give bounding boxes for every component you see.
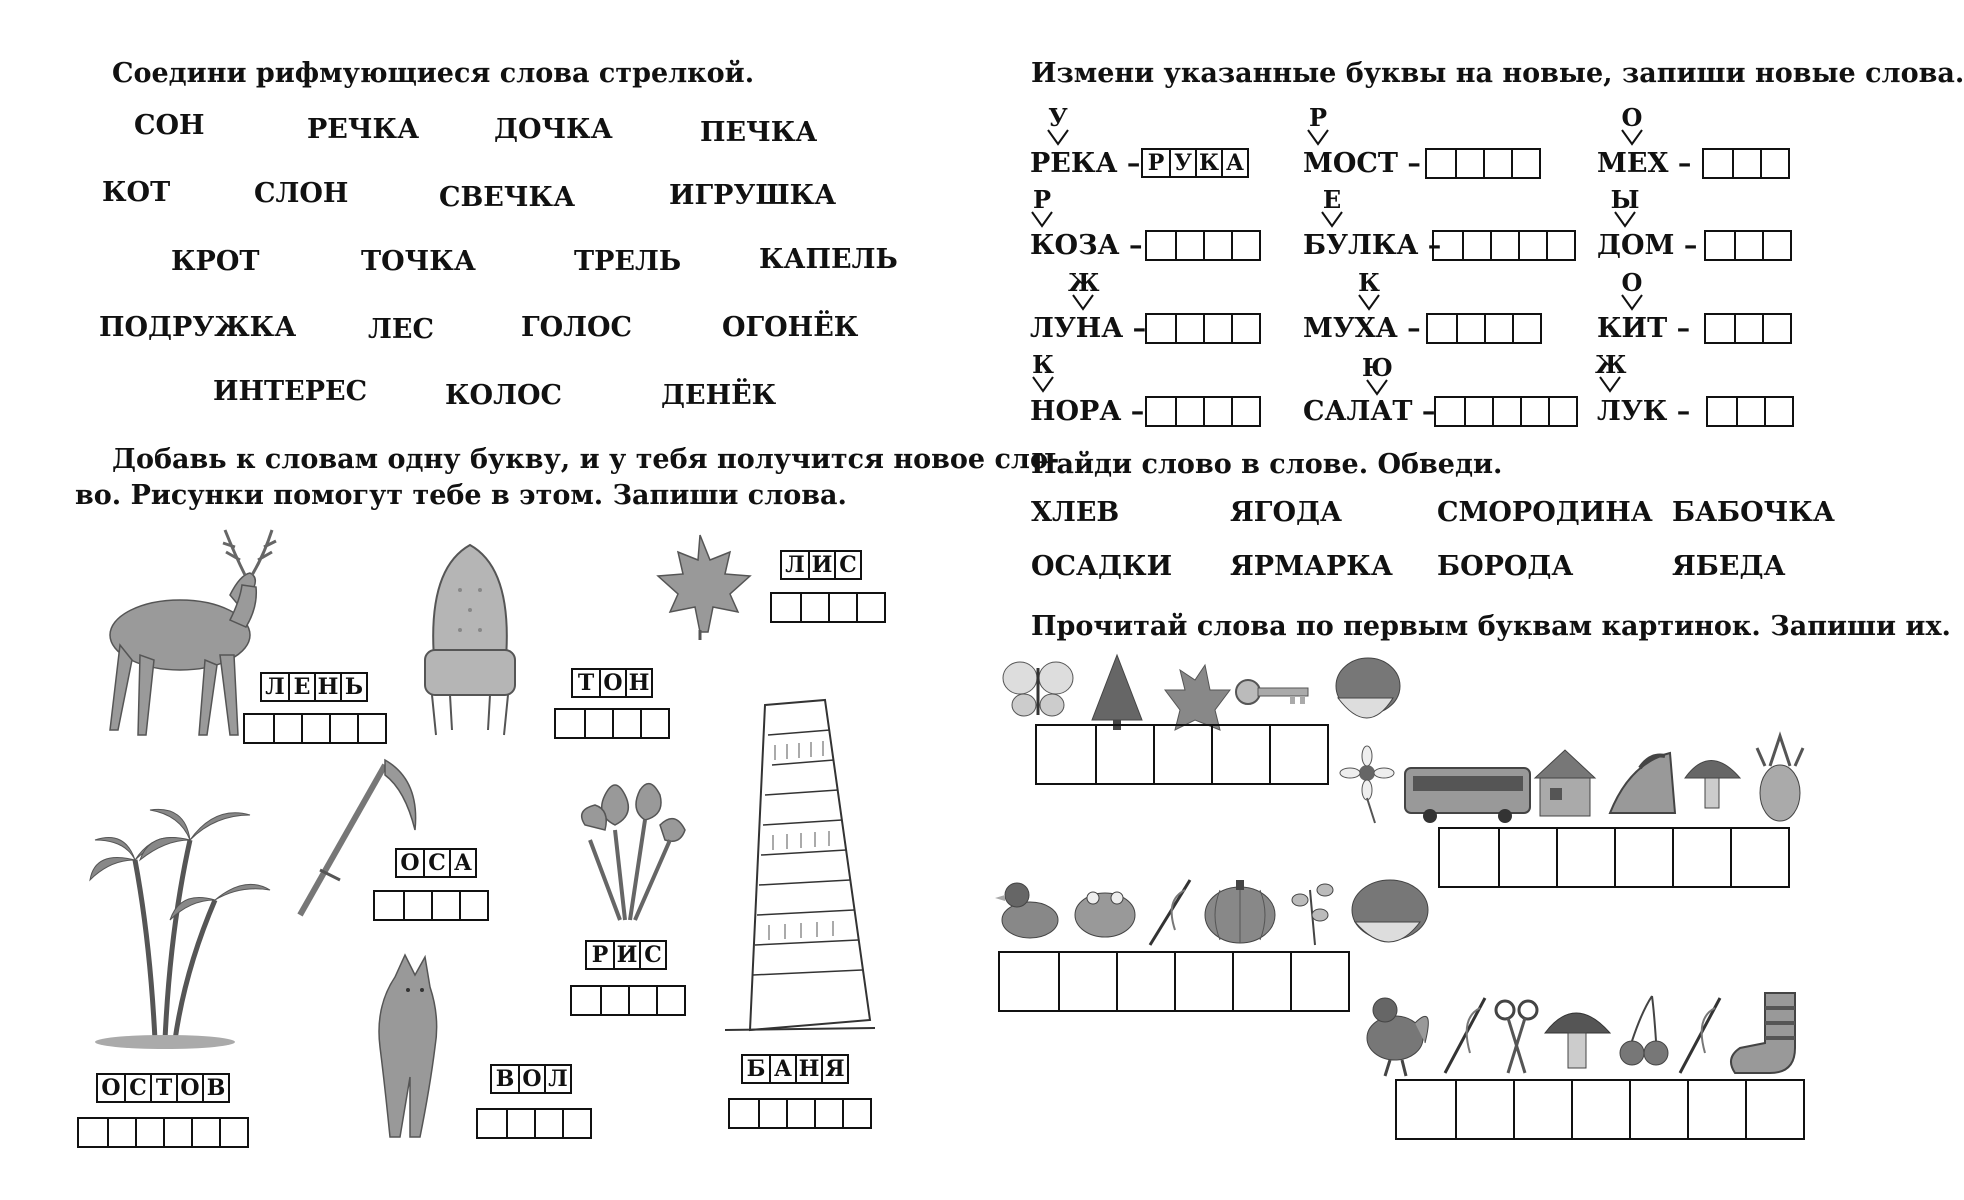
sock-icon (1731, 993, 1795, 1073)
grid-letter: И (808, 552, 834, 578)
watermelon-icon (1336, 658, 1400, 718)
rhyme-word: ЛЕС (368, 314, 434, 345)
answer-cell[interactable] (1147, 315, 1175, 342)
answer-grid[interactable] (243, 713, 387, 744)
answer-cell[interactable] (1764, 398, 1792, 425)
iris-flower-icon (565, 775, 695, 925)
answer-cell[interactable] (562, 1110, 590, 1137)
change-word: САЛАТ – (1303, 396, 1436, 427)
answer-cell[interactable] (1513, 1081, 1571, 1138)
answer-cell[interactable] (191, 1119, 219, 1146)
answer-cell[interactable] (1203, 398, 1231, 425)
down-arrow-icon (1320, 211, 1344, 227)
answer-grid[interactable] (77, 1117, 249, 1148)
grid-letter: В (202, 1075, 228, 1101)
grid-letter: Л (785, 552, 805, 578)
new-letter: Е (1322, 185, 1342, 214)
rhyme-word: КОТ (102, 177, 171, 208)
key-icon (1236, 680, 1308, 704)
grid-letter: И (613, 942, 639, 968)
answer-grid[interactable] (1395, 1079, 1805, 1140)
answer-cell[interactable] (1548, 398, 1576, 425)
answer-cell[interactable] (219, 1119, 247, 1146)
rhyme-word: ГОЛОС (521, 312, 633, 343)
rebus-row-2 (1345, 728, 1825, 828)
down-arrow-icon (1620, 294, 1644, 310)
tower-icon (725, 690, 875, 1035)
answer-cell[interactable] (1000, 953, 1058, 1010)
answer-cell[interactable] (1211, 726, 1269, 783)
answer-cell[interactable] (1147, 232, 1175, 259)
answer-grid[interactable] (1434, 396, 1578, 427)
grid-letter: Н (625, 670, 651, 696)
answer-cell[interactable] (79, 1119, 107, 1146)
answer-cell[interactable] (1706, 315, 1734, 342)
grid-letter: Р (1147, 150, 1165, 176)
answer-cell[interactable] (1736, 398, 1764, 425)
answer-cell[interactable] (556, 710, 584, 737)
leaf-icon (1165, 665, 1230, 730)
grid-letter: Н (795, 1056, 821, 1082)
answer-grid[interactable] (570, 985, 686, 1016)
answer-cell[interactable] (1175, 315, 1203, 342)
answer-cell[interactable] (375, 892, 403, 919)
answer-cell[interactable] (1095, 726, 1153, 783)
answer-cell[interactable] (1490, 232, 1518, 259)
answer-cell[interactable] (1546, 232, 1574, 259)
answer-cell[interactable] (273, 715, 301, 742)
rhyme-word: КОЛОС (445, 380, 562, 411)
answer-grid[interactable] (373, 890, 489, 921)
rhyme-word: ПОДРУЖКА (99, 312, 297, 343)
grid-letter: Б (746, 1056, 766, 1082)
change-word: МЕХ – (1597, 148, 1692, 179)
iron-icon (1610, 753, 1675, 813)
answer-cell[interactable] (772, 594, 800, 621)
answer-cell[interactable] (1745, 1081, 1803, 1138)
grid-letter: С (639, 942, 665, 968)
bus-icon (1405, 768, 1530, 823)
grid-letter: Т (150, 1075, 176, 1101)
new-letter: Р (1032, 185, 1052, 214)
answer-cell[interactable] (1464, 398, 1492, 425)
change-word: НОРА – (1030, 396, 1145, 427)
answer-cell[interactable] (1730, 829, 1788, 886)
maple-leaf-icon (645, 530, 755, 640)
rhyme-word: ОГОНЁК (722, 312, 859, 343)
change-word: ЛУНА – (1030, 313, 1147, 344)
grid-letter: Т (577, 670, 595, 696)
word-grid-ostov (96, 1073, 230, 1103)
new-letter: У (1048, 103, 1068, 132)
needle-icon (1680, 998, 1720, 1073)
answer-cell[interactable] (1427, 150, 1455, 177)
flower-icon (1292, 884, 1333, 945)
answer-cell[interactable] (1629, 1081, 1687, 1138)
task2-title-line1: Добавь к словам одну букву, и у тебя получится новое сло- (112, 444, 1060, 475)
answer-cell[interactable] (1269, 726, 1327, 783)
word-grid-vol (490, 1064, 572, 1094)
task3-title: Измени указанные буквы на новые, запиши новые слова. (1031, 58, 1964, 89)
down-arrow-icon (1365, 379, 1389, 395)
answer-cell[interactable] (478, 1110, 506, 1137)
answer-cell[interactable] (1556, 829, 1614, 886)
answer-grid[interactable] (1145, 396, 1261, 427)
needle-icon (1150, 880, 1190, 945)
answer-grid[interactable] (1702, 148, 1790, 179)
answer-grid[interactable] (1706, 396, 1794, 427)
answer-cell[interactable] (1734, 315, 1762, 342)
answer-grid[interactable] (476, 1108, 592, 1139)
answer-cell[interactable] (856, 594, 884, 621)
rhyme-word: ДЕНЁК (661, 380, 777, 411)
answer-cell[interactable] (163, 1119, 191, 1146)
hidden-word[interactable]: ХЛЕВ (1031, 497, 1120, 528)
grid-letter: А (1221, 150, 1247, 176)
grid-letter: С (423, 850, 449, 876)
answer-cell[interactable] (1434, 232, 1462, 259)
task5-title: Прочитай слова по первым буквам картинок. Запиши их. (1031, 611, 1951, 642)
frog-icon (1075, 892, 1135, 937)
answer-cell[interactable] (1704, 150, 1732, 177)
grid-letter: В (495, 1066, 515, 1092)
word-grid-len (260, 672, 368, 702)
rhyme-word: ИГРУШКА (669, 180, 837, 211)
change-word: КОЗА – (1030, 230, 1143, 261)
answer-cell[interactable] (1436, 398, 1464, 425)
down-arrow-icon (1046, 129, 1070, 145)
rebus-row-3 (995, 870, 1435, 950)
answer-grid[interactable] (554, 708, 670, 739)
answer-cell[interactable] (1483, 150, 1511, 177)
answer-cell[interactable] (1708, 398, 1736, 425)
answer-grid-filled (1141, 148, 1249, 178)
new-letter: Р (1308, 103, 1328, 132)
answer-cell[interactable] (1456, 315, 1484, 342)
word-grid-ris (585, 940, 667, 970)
deer-icon (80, 525, 300, 745)
answer-grid[interactable] (1426, 313, 1542, 344)
answer-cell[interactable] (506, 1110, 534, 1137)
answer-cell[interactable] (814, 1100, 842, 1127)
grid-letter: Н (314, 674, 340, 700)
down-arrow-icon (1030, 211, 1054, 227)
grid-letter: Е (288, 674, 314, 700)
answer-cell[interactable] (786, 1100, 814, 1127)
watermelon-icon (1352, 880, 1428, 942)
task1-title: Соедини рифмующиеся слова стрелкой. (112, 58, 755, 89)
throne-icon (420, 540, 520, 740)
answer-cell[interactable] (459, 892, 487, 919)
answer-cell[interactable] (1734, 232, 1762, 259)
answer-cell[interactable] (1290, 953, 1348, 1010)
answer-cell[interactable] (1440, 829, 1498, 886)
answer-grid[interactable] (1145, 313, 1261, 344)
answer-cell[interactable] (1455, 1081, 1513, 1138)
answer-cell[interactable] (1762, 232, 1790, 259)
task2-title-line2: во. Рисунки помогут тебе в этом. Запиши слова. (75, 480, 847, 511)
answer-cell[interactable] (572, 987, 600, 1014)
answer-cell[interactable] (534, 1110, 562, 1137)
answer-cell[interactable] (1455, 150, 1483, 177)
answer-cell[interactable] (1511, 150, 1539, 177)
answer-cell[interactable] (1706, 232, 1734, 259)
answer-cell[interactable] (1520, 398, 1548, 425)
answer-cell[interactable] (1518, 232, 1546, 259)
hidden-word[interactable]: ЯРМАРКА (1230, 551, 1393, 582)
answer-cell[interactable] (600, 987, 628, 1014)
cherry-icon (1620, 996, 1668, 1065)
change-word: МОСТ – (1303, 148, 1421, 179)
rhyme-word: СОН (134, 110, 205, 141)
answer-grid[interactable] (998, 951, 1350, 1012)
answer-cell[interactable] (301, 715, 329, 742)
hidden-word[interactable]: ЯГОДА (1230, 497, 1342, 528)
palm-trees-icon (85, 790, 275, 1050)
answer-cell[interactable] (1232, 953, 1290, 1010)
new-letter: Ы (1610, 185, 1640, 214)
answer-cell[interactable] (1687, 1081, 1745, 1138)
answer-cell[interactable] (640, 710, 668, 737)
grid-letter: С (124, 1075, 150, 1101)
answer-cell[interactable] (1760, 150, 1788, 177)
hidden-word[interactable]: БОРОДА (1437, 551, 1574, 582)
answer-cell[interactable] (431, 892, 459, 919)
hidden-word[interactable]: ЯБЕДА (1672, 551, 1786, 582)
change-word: КИТ – (1597, 313, 1691, 344)
answer-cell[interactable] (1732, 150, 1760, 177)
grid-letter: О (518, 1066, 544, 1092)
down-arrow-icon (1071, 294, 1095, 310)
answer-grid[interactable] (1704, 230, 1792, 261)
word-grid-ton (571, 668, 653, 698)
rhyme-word: КРОТ (171, 246, 260, 277)
answer-cell[interactable] (800, 594, 828, 621)
answer-grid[interactable] (1425, 148, 1541, 179)
grid-letter: К (1195, 150, 1221, 176)
hidden-word[interactable]: БАБОЧКА (1672, 497, 1835, 528)
answer-grid[interactable] (770, 592, 886, 623)
down-arrow-icon (1620, 129, 1644, 145)
answer-cell[interactable] (1462, 232, 1490, 259)
rhyme-word: ТРЕЛЬ (574, 246, 682, 277)
rebus-row-4 (1360, 988, 1830, 1078)
rhyme-word: КАПЕЛЬ (759, 244, 898, 275)
rhyme-word: ТОЧКА (361, 246, 476, 277)
rebus-row-1 (1000, 650, 1410, 730)
answer-grid[interactable] (1438, 827, 1790, 888)
change-word: БУЛКА – (1303, 230, 1442, 261)
answer-cell[interactable] (1153, 726, 1211, 783)
answer-cell[interactable] (842, 1100, 870, 1127)
change-word: ЛУК – (1597, 396, 1691, 427)
grid-letter: Я (821, 1056, 847, 1082)
rooster-icon (1367, 998, 1428, 1076)
answer-cell[interactable] (828, 594, 856, 621)
answer-cell[interactable] (1571, 1081, 1629, 1138)
answer-grid[interactable] (1432, 230, 1576, 261)
new-letter: К (1032, 350, 1054, 379)
grid-letter: А (769, 1056, 795, 1082)
answer-cell[interactable] (135, 1119, 163, 1146)
answer-cell[interactable] (1484, 315, 1512, 342)
down-arrow-icon (1613, 211, 1637, 227)
change-word: МУХА – (1303, 313, 1421, 344)
change-word: ДОМ – (1597, 230, 1698, 261)
fir-tree-icon (1092, 655, 1142, 730)
answer-cell[interactable] (584, 710, 612, 737)
rhyme-word: РЕЧКА (307, 114, 420, 145)
new-letter: Ж (1068, 268, 1100, 297)
answer-cell[interactable] (1672, 829, 1730, 886)
answer-cell[interactable] (403, 892, 431, 919)
word-grid-banya (741, 1054, 849, 1084)
hidden-word[interactable]: СМОРОДИНА (1437, 497, 1653, 528)
grid-letter: А (449, 850, 475, 876)
hidden-word[interactable]: ОСАДКИ (1031, 551, 1173, 582)
answer-cell[interactable] (245, 715, 273, 742)
word-grid-lis (780, 550, 862, 580)
rhyme-word: ПЕЧКА (700, 117, 818, 148)
task4-title: Найди слово в слове. Обведи. (1031, 449, 1503, 480)
pineapple-icon (1757, 736, 1803, 821)
pumpkin-icon (1205, 880, 1275, 943)
answer-cell[interactable] (1174, 953, 1232, 1010)
grid-letter: О (101, 1075, 121, 1101)
answer-cell[interactable] (1428, 315, 1456, 342)
rhyme-word: ИНТЕРЕС (213, 376, 368, 407)
grid-letter: О (400, 850, 420, 876)
answer-cell[interactable] (656, 987, 684, 1014)
answer-cell[interactable] (1116, 953, 1174, 1010)
house-icon (1535, 750, 1595, 816)
down-arrow-icon (1031, 376, 1055, 392)
scissors-icon (1496, 1001, 1537, 1073)
change-word: РЕКА – (1030, 148, 1141, 179)
answer-cell[interactable] (1492, 398, 1520, 425)
answer-cell[interactable] (1037, 726, 1095, 783)
answer-cell[interactable] (1231, 398, 1259, 425)
new-letter: О (1621, 103, 1643, 132)
mushroom-icon (1545, 1013, 1610, 1068)
needle-icon (1445, 998, 1485, 1073)
rhyme-word: СВЕЧКА (439, 182, 576, 213)
rhyme-word: СЛОН (254, 178, 349, 209)
butterfly-icon (1003, 662, 1073, 716)
rhyme-word: ДОЧКА (494, 114, 613, 145)
new-letter: К (1358, 268, 1380, 297)
answer-grid[interactable] (1035, 724, 1329, 785)
answer-cell[interactable] (758, 1100, 786, 1127)
answer-grid[interactable] (1704, 313, 1792, 344)
answer-grid[interactable] (1145, 230, 1261, 261)
grid-letter: Л (265, 674, 285, 700)
grid-letter: Р (591, 942, 609, 968)
daisy-icon (1340, 746, 1394, 823)
new-letter: Ж (1595, 350, 1627, 379)
answer-cell[interactable] (730, 1100, 758, 1127)
wolf-icon (360, 950, 460, 1150)
new-letter: Ю (1362, 353, 1393, 382)
answer-cell[interactable] (1231, 232, 1259, 259)
answer-grid[interactable] (728, 1098, 872, 1129)
answer-cell[interactable] (1203, 232, 1231, 259)
grid-letter: О (176, 1075, 202, 1101)
grid-letter: С (834, 552, 860, 578)
new-letter: О (1621, 268, 1643, 297)
answer-cell[interactable] (1512, 315, 1540, 342)
down-arrow-icon (1598, 376, 1622, 392)
answer-cell[interactable] (107, 1119, 135, 1146)
answer-cell[interactable] (1397, 1081, 1455, 1138)
answer-cell[interactable] (1498, 829, 1556, 886)
word-grid-osa (395, 848, 477, 878)
down-arrow-icon (1357, 294, 1381, 310)
duck-icon (995, 883, 1058, 938)
grid-letter: Ь (340, 674, 366, 700)
answer-cell[interactable] (628, 987, 656, 1014)
answer-cell[interactable] (1762, 315, 1790, 342)
answer-cell[interactable] (1058, 953, 1116, 1010)
answer-cell[interactable] (1175, 398, 1203, 425)
answer-cell[interactable] (1614, 829, 1672, 886)
answer-cell[interactable] (1147, 398, 1175, 425)
answer-cell[interactable] (1175, 232, 1203, 259)
grid-letter: Л (544, 1066, 570, 1092)
answer-cell[interactable] (329, 715, 357, 742)
down-arrow-icon (1306, 129, 1330, 145)
answer-cell[interactable] (1203, 315, 1231, 342)
grid-letter: О (599, 670, 625, 696)
mushroom-icon (1685, 761, 1740, 809)
grid-letter: У (1169, 150, 1195, 176)
answer-cell[interactable] (1231, 315, 1259, 342)
answer-cell[interactable] (612, 710, 640, 737)
answer-cell[interactable] (357, 715, 385, 742)
